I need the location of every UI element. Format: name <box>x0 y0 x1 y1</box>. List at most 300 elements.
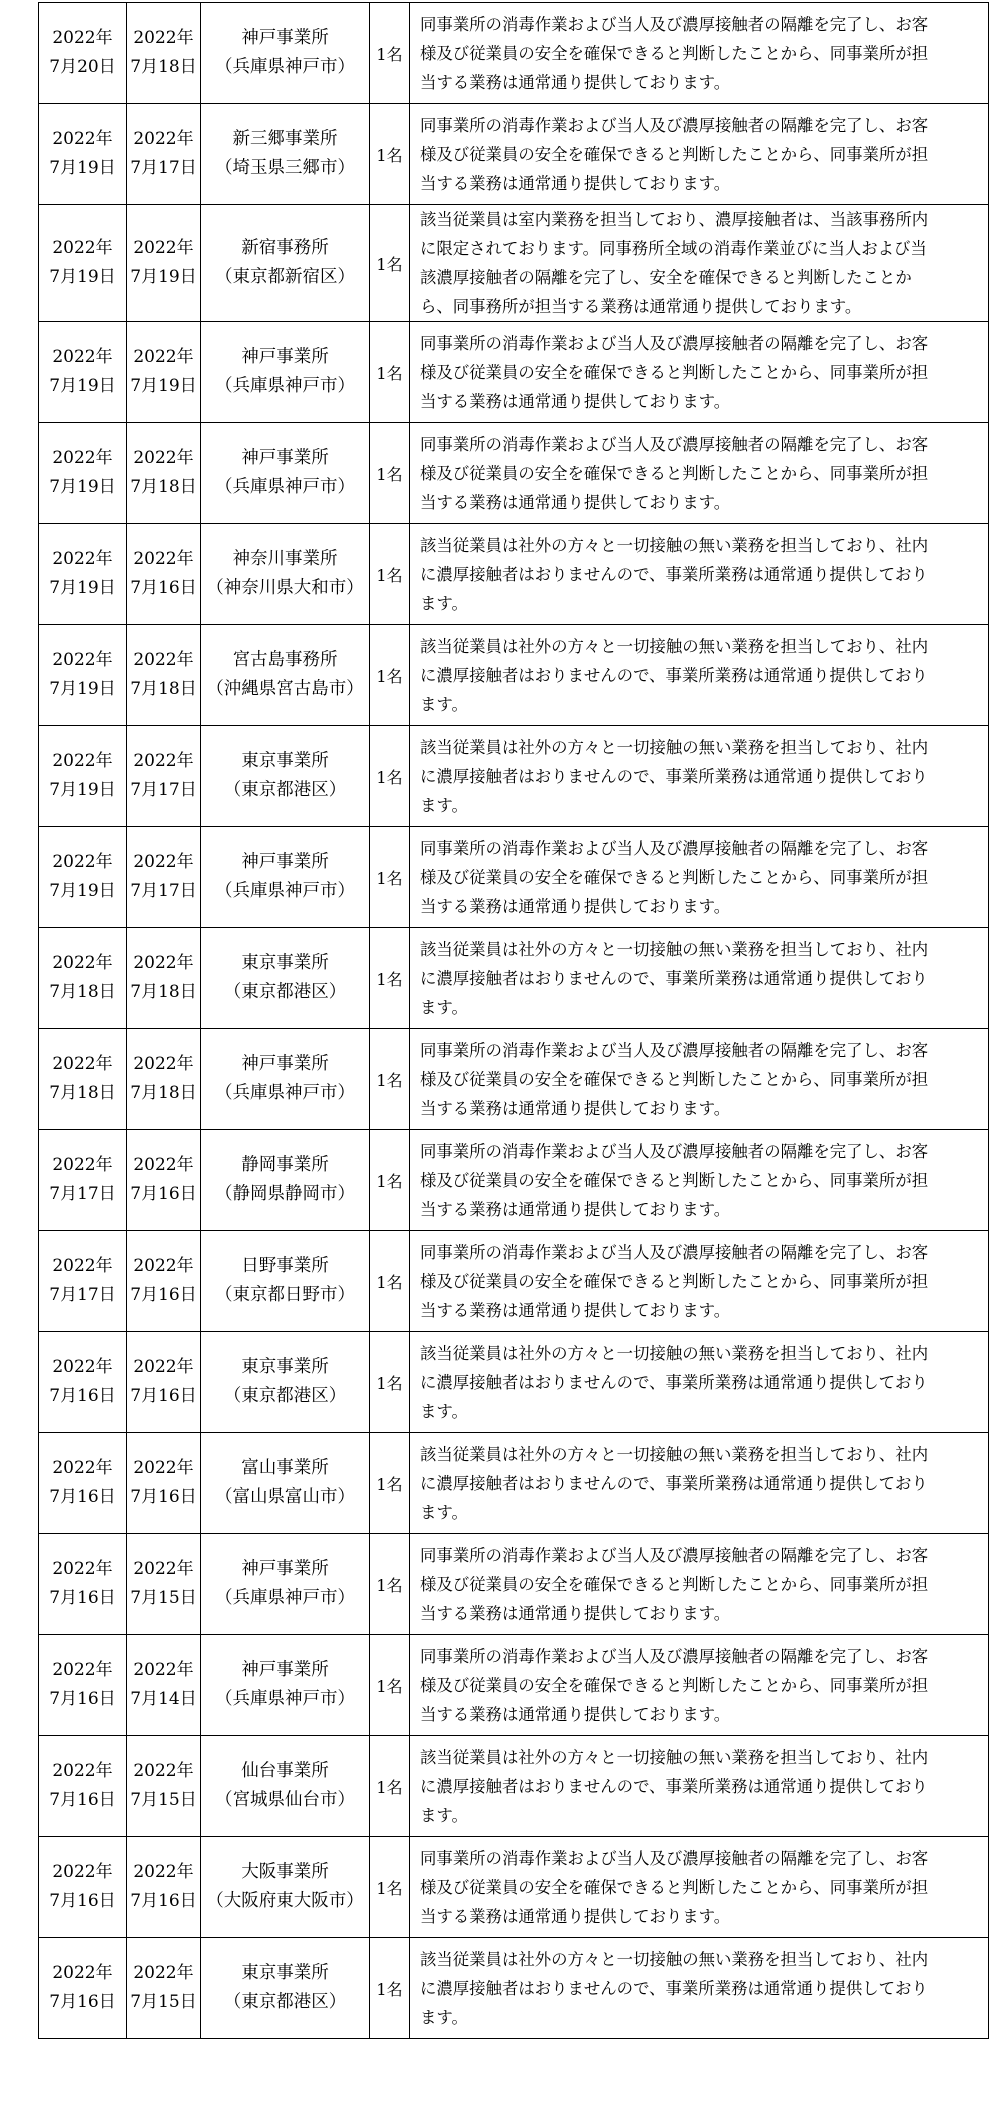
report-date-day: 7月19日 <box>49 267 116 287</box>
report-date-day: 7月20日 <box>49 57 116 77</box>
status-description-line: 該当従業員は社外の方々と一切接触の無い業務を担当しており、社内 <box>420 636 929 656</box>
status-description-line: 該当従業員は社外の方々と一切接触の無い業務を担当しており、社内 <box>420 535 929 555</box>
case-count-cell <box>370 205 410 322</box>
case-count: 1名 <box>376 565 403 585</box>
office-name: 神戸事業所 <box>241 347 329 367</box>
office-cell <box>201 726 370 827</box>
test-date-cell <box>127 1433 201 1534</box>
report-date-cell <box>39 1130 127 1231</box>
report-date-cell <box>39 524 127 625</box>
status-description-line: ます。 <box>420 1805 468 1825</box>
office-location: （富山県富山市） <box>215 1487 355 1507</box>
report-date-year: 2022年 <box>52 1458 113 1478</box>
case-count: 1名 <box>376 1979 403 1999</box>
status-description-line: 同事業所の消毒作業および当人及び濃厚接触者の隔離を完了し、お客 <box>420 333 929 353</box>
case-count-cell <box>370 827 410 928</box>
case-count: 1名 <box>376 666 403 686</box>
document-page <box>38 2 988 2039</box>
case-count-cell <box>370 1635 410 1736</box>
office-name: 神戸事業所 <box>241 28 329 48</box>
table-row <box>39 1534 989 1635</box>
status-description-line: 様及び従業員の安全を確保できると判断したことから、同事業所が担 <box>420 1069 929 1089</box>
report-date-year: 2022年 <box>52 1357 113 1377</box>
status-description-line: 同事業所の消毒作業および当人及び濃厚接触者の隔離を完了し、お客 <box>420 1545 929 1565</box>
office-location: （東京都新宿区） <box>215 267 355 287</box>
office-name: 静岡事業所 <box>241 1155 329 1175</box>
report-date-cell <box>39 928 127 1029</box>
report-date-year: 2022年 <box>52 129 113 149</box>
status-description-line: 該当従業員は社外の方々と一切接触の無い業務を担当しており、社内 <box>420 939 929 959</box>
report-date-year: 2022年 <box>52 1862 113 1882</box>
table-row <box>39 1938 989 2039</box>
report-date-year: 2022年 <box>52 1761 113 1781</box>
test-date-year: 2022年 <box>133 549 194 569</box>
office-name: 神戸事業所 <box>241 1660 329 1680</box>
report-date-day: 7月19日 <box>49 679 116 699</box>
test-date-year: 2022年 <box>133 129 194 149</box>
status-description-line: 様及び従業員の安全を確保できると判断したことから、同事業所が担 <box>420 1877 929 1897</box>
test-date-day: 7月15日 <box>130 1790 197 1810</box>
status-description-line: 当する業務は通常通り提供しております。 <box>420 492 731 512</box>
office-cell <box>201 423 370 524</box>
status-description-cell <box>410 3 989 104</box>
status-description-line: 当する業務は通常通り提供しております。 <box>420 391 731 411</box>
report-date-cell <box>39 726 127 827</box>
test-date-cell <box>127 827 201 928</box>
office-cell <box>201 1433 370 1534</box>
report-date-day: 7月18日 <box>49 1083 116 1103</box>
office-location: （宮城県仙台市） <box>215 1790 355 1810</box>
office-location: （埼玉県三郷市） <box>215 158 355 178</box>
status-description-cell <box>410 1433 989 1534</box>
case-count-cell <box>370 1736 410 1837</box>
case-count: 1名 <box>376 969 403 989</box>
case-count-cell <box>370 1029 410 1130</box>
status-description-line: 当する業務は通常通り提供しております。 <box>420 72 731 92</box>
report-date-cell <box>39 104 127 205</box>
test-date-day: 7月19日 <box>130 376 197 396</box>
test-date-cell <box>127 1736 201 1837</box>
status-description-line: に濃厚接触者はおりませんので、事業所業務は通常通り提供しており <box>420 1978 928 1998</box>
test-date-year: 2022年 <box>133 1963 194 1983</box>
case-count: 1名 <box>376 363 403 383</box>
office-cell <box>201 524 370 625</box>
case-count: 1名 <box>376 1575 403 1595</box>
office-cell <box>201 205 370 322</box>
case-count: 1名 <box>376 1070 403 1090</box>
table-row <box>39 423 989 524</box>
status-description-line: 当する業務は通常通り提供しております。 <box>420 1098 731 1118</box>
report-date-cell <box>39 205 127 322</box>
test-date-cell <box>127 726 201 827</box>
test-date-year: 2022年 <box>133 1862 194 1882</box>
status-description-line: 同事業所の消毒作業および当人及び濃厚接触者の隔離を完了し、お客 <box>420 1848 929 1868</box>
status-description-line: 様及び従業員の安全を確保できると判断したことから、同事業所が担 <box>420 1675 929 1695</box>
table-row <box>39 205 989 322</box>
report-date-cell <box>39 1837 127 1938</box>
report-date-cell <box>39 1029 127 1130</box>
office-location: （兵庫県神戸市） <box>215 881 355 901</box>
status-description-line: 同事業所の消毒作業および当人及び濃厚接触者の隔離を完了し、お客 <box>420 1646 929 1666</box>
table-row <box>39 3 989 104</box>
office-location: （神奈川県大和市） <box>206 578 364 598</box>
test-date-year: 2022年 <box>133 1054 194 1074</box>
status-description-line: 当する業務は通常通り提供しております。 <box>420 896 731 916</box>
office-name: 大阪事業所 <box>241 1862 329 1882</box>
test-date-year: 2022年 <box>133 953 194 973</box>
office-cell <box>201 1332 370 1433</box>
test-date-day: 7月15日 <box>130 1588 197 1608</box>
test-date-day: 7月16日 <box>130 1184 197 1204</box>
office-location: （兵庫県神戸市） <box>215 1588 355 1608</box>
case-count-cell <box>370 1433 410 1534</box>
status-description-cell <box>410 625 989 726</box>
test-date-day: 7月16日 <box>130 1285 197 1305</box>
office-cell <box>201 1635 370 1736</box>
report-date-year: 2022年 <box>52 650 113 670</box>
status-description-cell <box>410 1029 989 1130</box>
office-cell <box>201 827 370 928</box>
office-name: 宮古島事務所 <box>232 650 338 670</box>
status-description-cell <box>410 1635 989 1736</box>
report-date-cell <box>39 423 127 524</box>
report-date-cell <box>39 1938 127 2039</box>
report-date-year: 2022年 <box>52 852 113 872</box>
case-count-cell <box>370 322 410 423</box>
test-date-year: 2022年 <box>133 751 194 771</box>
report-date-day: 7月19日 <box>49 578 116 598</box>
status-description-line: 該当従業員は社外の方々と一切接触の無い業務を担当しており、社内 <box>420 737 929 757</box>
office-cell <box>201 104 370 205</box>
test-date-cell <box>127 625 201 726</box>
report-date-day: 7月19日 <box>49 158 116 178</box>
case-count: 1名 <box>376 254 403 274</box>
report-date-day: 7月16日 <box>49 1386 116 1406</box>
office-name: 神戸事業所 <box>241 448 329 468</box>
office-name: 日野事業所 <box>241 1256 329 1276</box>
case-report-table-body <box>39 3 989 2039</box>
test-date-year: 2022年 <box>133 347 194 367</box>
status-description-line: に濃厚接触者はおりませんので、事業所業務は通常通り提供しており <box>420 1372 928 1392</box>
test-date-day: 7月16日 <box>130 1386 197 1406</box>
office-name: 東京事業所 <box>241 1963 329 1983</box>
status-description-line: 同事業所の消毒作業および当人及び濃厚接触者の隔離を完了し、お客 <box>420 14 929 34</box>
status-description-cell <box>410 1837 989 1938</box>
status-description-cell <box>410 726 989 827</box>
case-count-cell <box>370 423 410 524</box>
status-description-line: に濃厚接触者はおりませんので、事業所業務は通常通り提供しており <box>420 968 928 988</box>
office-cell <box>201 928 370 1029</box>
office-name: 新三郷事業所 <box>232 129 338 149</box>
report-date-cell <box>39 1736 127 1837</box>
case-count: 1名 <box>376 1777 403 1797</box>
report-date-cell <box>39 322 127 423</box>
test-date-cell <box>127 322 201 423</box>
table-row <box>39 1635 989 1736</box>
report-date-year: 2022年 <box>52 28 113 48</box>
report-date-day: 7月18日 <box>49 982 116 1002</box>
test-date-day: 7月18日 <box>130 982 197 1002</box>
office-cell <box>201 1534 370 1635</box>
test-date-year: 2022年 <box>133 650 194 670</box>
office-location: （東京都港区） <box>223 982 347 1002</box>
office-location: （沖縄県宮古島市） <box>206 679 364 699</box>
office-location: （東京都港区） <box>223 1386 347 1406</box>
office-name: 神戸事業所 <box>241 1559 329 1579</box>
table-row <box>39 1332 989 1433</box>
case-count: 1名 <box>376 145 403 165</box>
test-date-year: 2022年 <box>133 1155 194 1175</box>
case-count: 1名 <box>376 1676 403 1696</box>
status-description-line: 様及び従業員の安全を確保できると判断したことから、同事業所が担 <box>420 463 929 483</box>
table-row <box>39 1736 989 1837</box>
office-cell <box>201 3 370 104</box>
test-date-day: 7月15日 <box>130 1992 197 2012</box>
case-count-cell <box>370 1837 410 1938</box>
case-count: 1名 <box>376 44 403 64</box>
office-location: （東京都港区） <box>223 1992 347 2012</box>
test-date-cell <box>127 1231 201 1332</box>
test-date-day: 7月18日 <box>130 477 197 497</box>
status-description-cell <box>410 827 989 928</box>
status-description-line: ます。 <box>420 2007 468 2027</box>
status-description-line: に濃厚接触者はおりませんので、事業所業務は通常通り提供しており <box>420 766 928 786</box>
office-location: （東京都港区） <box>223 780 347 800</box>
office-name: 神戸事業所 <box>241 852 329 872</box>
report-date-year: 2022年 <box>52 1660 113 1680</box>
status-description-line: 当する業務は通常通り提供しております。 <box>420 173 731 193</box>
report-date-cell <box>39 3 127 104</box>
case-count: 1名 <box>376 767 403 787</box>
table-row <box>39 1837 989 1938</box>
report-date-cell <box>39 827 127 928</box>
office-name: 東京事業所 <box>241 953 329 973</box>
status-description-line: に濃厚接触者はおりませんので、事業所業務は通常通り提供しており <box>420 1473 928 1493</box>
case-count-cell <box>370 1534 410 1635</box>
status-description-line: 該濃厚接触者の隔離を完了し、安全を確保できると判断したことか <box>420 268 912 287</box>
table-row <box>39 1433 989 1534</box>
report-date-day: 7月19日 <box>49 780 116 800</box>
test-date-year: 2022年 <box>133 1559 194 1579</box>
report-date-day: 7月16日 <box>49 1689 116 1709</box>
report-date-cell <box>39 625 127 726</box>
status-description-cell <box>410 1736 989 1837</box>
status-description-cell <box>410 205 989 322</box>
status-description-line: 様及び従業員の安全を確保できると判断したことから、同事業所が担 <box>420 144 929 164</box>
status-description-line: 様及び従業員の安全を確保できると判断したことから、同事業所が担 <box>420 43 929 63</box>
test-date-day: 7月18日 <box>130 1083 197 1103</box>
status-description-line: ます。 <box>420 1401 468 1421</box>
status-description-cell <box>410 524 989 625</box>
test-date-cell <box>127 3 201 104</box>
report-date-day: 7月16日 <box>49 1790 116 1810</box>
office-cell <box>201 1837 370 1938</box>
office-location: （兵庫県神戸市） <box>215 376 355 396</box>
status-description-line: に限定されております。同事務所全域の消毒作業並びに当人および当 <box>420 239 927 258</box>
test-date-day: 7月19日 <box>130 267 197 287</box>
test-date-day: 7月18日 <box>130 679 197 699</box>
test-date-cell <box>127 104 201 205</box>
status-description-line: ます。 <box>420 795 468 815</box>
test-date-year: 2022年 <box>133 1256 194 1276</box>
case-count: 1名 <box>376 464 403 484</box>
office-cell <box>201 322 370 423</box>
report-date-day: 7月19日 <box>49 881 116 901</box>
status-description-line: ら、同事務所が担当する業務は通常通り提供しております。 <box>420 297 862 316</box>
test-date-cell <box>127 423 201 524</box>
table-row <box>39 827 989 928</box>
case-count: 1名 <box>376 1171 403 1191</box>
report-date-year: 2022年 <box>52 1256 113 1276</box>
office-name: 神戸事業所 <box>241 1054 329 1074</box>
report-date-year: 2022年 <box>52 1155 113 1175</box>
test-date-day: 7月16日 <box>130 1891 197 1911</box>
report-date-year: 2022年 <box>52 549 113 569</box>
test-date-year: 2022年 <box>133 238 194 258</box>
report-date-day: 7月16日 <box>49 1487 116 1507</box>
office-name: 東京事業所 <box>241 1357 329 1377</box>
case-count-cell <box>370 726 410 827</box>
status-description-line: 同事業所の消毒作業および当人及び濃厚接触者の隔離を完了し、お客 <box>420 434 929 454</box>
test-date-cell <box>127 205 201 322</box>
status-description-line: 同事業所の消毒作業および当人及び濃厚接触者の隔離を完了し、お客 <box>420 1242 929 1262</box>
report-date-year: 2022年 <box>52 1559 113 1579</box>
status-description-cell <box>410 1938 989 2039</box>
status-description-line: 当する業務は通常通り提供しております。 <box>420 1906 731 1926</box>
test-date-day: 7月18日 <box>130 57 197 77</box>
report-date-year: 2022年 <box>52 751 113 771</box>
status-description-cell <box>410 1534 989 1635</box>
office-location: （大阪府東大阪市） <box>206 1891 364 1911</box>
status-description-line: 同事業所の消毒作業および当人及び濃厚接触者の隔離を完了し、お客 <box>420 1141 929 1161</box>
test-date-year: 2022年 <box>133 1660 194 1680</box>
test-date-day: 7月17日 <box>130 780 197 800</box>
test-date-cell <box>127 1332 201 1433</box>
report-date-cell <box>39 1332 127 1433</box>
case-count-cell <box>370 1130 410 1231</box>
test-date-cell <box>127 1130 201 1231</box>
status-description-line: 当する業務は通常通り提供しております。 <box>420 1300 731 1320</box>
office-location: （兵庫県神戸市） <box>215 1689 355 1709</box>
case-count: 1名 <box>376 1373 403 1393</box>
office-cell <box>201 625 370 726</box>
office-location: （兵庫県神戸市） <box>215 1083 355 1103</box>
status-description-cell <box>410 1130 989 1231</box>
test-date-day: 7月17日 <box>130 881 197 901</box>
case-count: 1名 <box>376 868 403 888</box>
status-description-line: 同事業所の消毒作業および当人及び濃厚接触者の隔離を完了し、お客 <box>420 1040 929 1060</box>
report-date-day: 7月17日 <box>49 1184 116 1204</box>
status-description-line: 同事業所の消毒作業および当人及び濃厚接触者の隔離を完了し、お客 <box>420 838 929 858</box>
status-description-cell <box>410 1231 989 1332</box>
test-date-cell <box>127 524 201 625</box>
case-count-cell <box>370 3 410 104</box>
status-description-line: ます。 <box>420 593 468 613</box>
status-description-line: 当する業務は通常通り提供しております。 <box>420 1704 731 1724</box>
office-cell <box>201 1938 370 2039</box>
status-description-line: 様及び従業員の安全を確保できると判断したことから、同事業所が担 <box>420 1170 929 1190</box>
report-date-cell <box>39 1534 127 1635</box>
report-date-day: 7月16日 <box>49 1992 116 2012</box>
report-date-day: 7月19日 <box>49 376 116 396</box>
case-count: 1名 <box>376 1272 403 1292</box>
office-cell <box>201 1231 370 1332</box>
test-date-day: 7月17日 <box>130 158 197 178</box>
table-row <box>39 1029 989 1130</box>
test-date-day: 7月16日 <box>130 1487 197 1507</box>
test-date-day: 7月16日 <box>130 578 197 598</box>
table-row <box>39 928 989 1029</box>
case-count-cell <box>370 928 410 1029</box>
office-name: 新宿事務所 <box>241 238 329 258</box>
status-description-line: 様及び従業員の安全を確保できると判断したことから、同事業所が担 <box>420 362 929 382</box>
case-count-cell <box>370 1231 410 1332</box>
table-row <box>39 524 989 625</box>
office-location: （兵庫県神戸市） <box>215 477 355 497</box>
office-name: 東京事業所 <box>241 751 329 771</box>
status-description-cell <box>410 1332 989 1433</box>
report-date-day: 7月17日 <box>49 1285 116 1305</box>
status-description-line: 当する業務は通常通り提供しております。 <box>420 1199 731 1219</box>
test-date-cell <box>127 928 201 1029</box>
status-description-line: ます。 <box>420 1502 468 1522</box>
report-date-year: 2022年 <box>52 347 113 367</box>
case-count-cell <box>370 104 410 205</box>
report-date-cell <box>39 1433 127 1534</box>
test-date-year: 2022年 <box>133 28 194 48</box>
report-date-cell <box>39 1635 127 1736</box>
report-date-year: 2022年 <box>52 448 113 468</box>
office-cell <box>201 1029 370 1130</box>
report-date-year: 2022年 <box>52 238 113 258</box>
report-date-year: 2022年 <box>52 953 113 973</box>
table-row <box>39 1130 989 1231</box>
status-description-line: 該当従業員は社外の方々と一切接触の無い業務を担当しており、社内 <box>420 1343 929 1363</box>
office-name: 仙台事業所 <box>241 1761 329 1781</box>
office-cell <box>201 1736 370 1837</box>
test-date-year: 2022年 <box>133 448 194 468</box>
office-location: （兵庫県神戸市） <box>215 57 355 77</box>
status-description-line: ます。 <box>420 997 468 1017</box>
status-description-line: 様及び従業員の安全を確保できると判断したことから、同事業所が担 <box>420 1271 929 1291</box>
status-description-line: 様及び従業員の安全を確保できると判断したことから、同事業所が担 <box>420 867 929 887</box>
case-count-cell <box>370 524 410 625</box>
status-description-cell <box>410 104 989 205</box>
office-cell <box>201 1130 370 1231</box>
test-date-year: 2022年 <box>133 852 194 872</box>
table-row <box>39 1231 989 1332</box>
report-date-year: 2022年 <box>52 1963 113 1983</box>
test-date-year: 2022年 <box>133 1357 194 1377</box>
report-date-day: 7月19日 <box>49 477 116 497</box>
case-count-cell <box>370 625 410 726</box>
report-date-day: 7月16日 <box>49 1891 116 1911</box>
test-date-cell <box>127 1837 201 1938</box>
report-date-cell <box>39 1231 127 1332</box>
status-description-line: 同事業所の消毒作業および当人及び濃厚接触者の隔離を完了し、お客 <box>420 115 929 135</box>
case-count-cell <box>370 1938 410 2039</box>
report-date-day: 7月16日 <box>49 1588 116 1608</box>
case-count: 1名 <box>376 1878 403 1898</box>
office-location: （静岡県静岡市） <box>215 1184 355 1204</box>
status-description-line: 該当従業員は社外の方々と一切接触の無い業務を担当しており、社内 <box>420 1444 929 1464</box>
status-description-line: に濃厚接触者はおりませんので、事業所業務は通常通り提供しており <box>420 665 928 685</box>
test-date-year: 2022年 <box>133 1458 194 1478</box>
case-report-table <box>38 2 989 2039</box>
test-date-cell <box>127 1534 201 1635</box>
office-location: （東京都日野市） <box>215 1285 355 1305</box>
status-description-cell <box>410 423 989 524</box>
